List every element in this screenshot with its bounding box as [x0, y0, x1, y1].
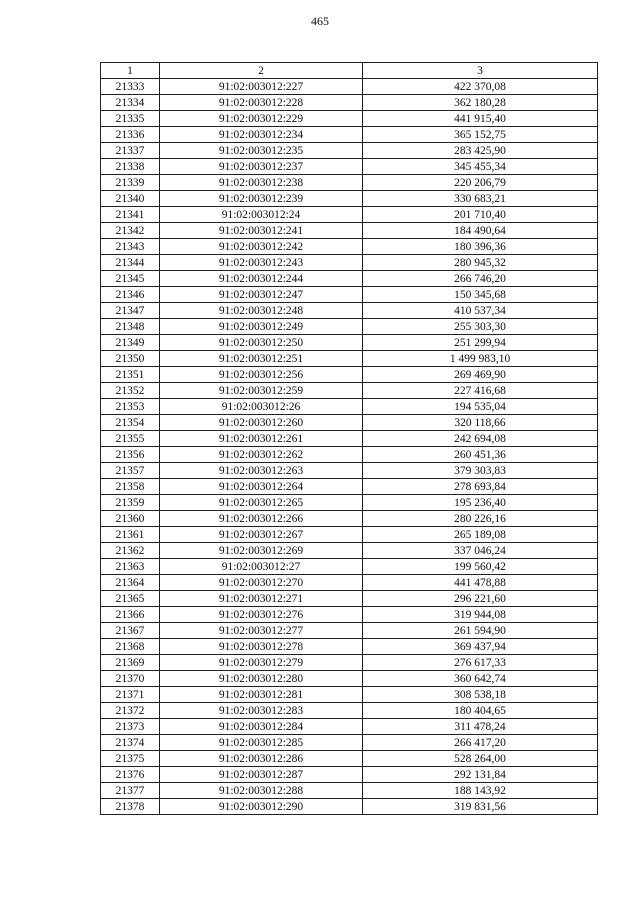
- row-number-cell: 21334: [101, 95, 160, 111]
- cadastral-number-cell: 91:02:003012:238: [160, 175, 363, 191]
- value-cell: 266 417,20: [363, 735, 598, 751]
- table-row: [101, 607, 598, 623]
- cadastral-number-cell: 91:02:003012:265: [160, 495, 363, 511]
- value-cell: 276 617,33: [363, 655, 598, 671]
- value-cell: 280 226,16: [363, 511, 598, 527]
- table-row: [101, 575, 598, 591]
- cadastral-number-cell: 91:02:003012:256: [160, 367, 363, 383]
- header-cell-2: 2: [160, 63, 363, 79]
- value-cell: 188 143,92: [363, 783, 598, 799]
- cadastral-number-cell: 91:02:003012:270: [160, 575, 363, 591]
- data-table: [100, 62, 598, 815]
- value-cell: 296 221,60: [363, 591, 598, 607]
- row-number-cell: 21368: [101, 639, 160, 655]
- value-cell: 319 944,08: [363, 607, 598, 623]
- value-cell: 150 345,68: [363, 287, 598, 303]
- cadastral-number-cell: 91:02:003012:280: [160, 671, 363, 687]
- header-cell-1: 1: [101, 63, 160, 79]
- table-row: [101, 671, 598, 687]
- cadastral-number-cell: 91:02:003012:285: [160, 735, 363, 751]
- row-number-cell: 21344: [101, 255, 160, 271]
- table-row: [101, 543, 598, 559]
- cadastral-number-cell: 91:02:003012:276: [160, 607, 363, 623]
- cadastral-number-cell: 91:02:003012:286: [160, 751, 363, 767]
- cadastral-number-cell: 91:02:003012:261: [160, 431, 363, 447]
- row-number-cell: 21341: [101, 207, 160, 223]
- value-cell: 278 693,84: [363, 479, 598, 495]
- row-number-cell: 21345: [101, 271, 160, 287]
- row-number-cell: 21366: [101, 607, 160, 623]
- value-cell: 311 478,24: [363, 719, 598, 735]
- value-cell: 255 303,30: [363, 319, 598, 335]
- row-number-cell: 21347: [101, 303, 160, 319]
- cadastral-number-cell: 91:02:003012:249: [160, 319, 363, 335]
- page-number: 465: [311, 14, 329, 28]
- table-body: [101, 79, 598, 815]
- value-cell: 337 046,24: [363, 543, 598, 559]
- table-row: [101, 719, 598, 735]
- row-number-cell: 21360: [101, 511, 160, 527]
- table-row: [101, 431, 598, 447]
- cadastral-number-cell: 91:02:003012:250: [160, 335, 363, 351]
- value-cell: 260 451,36: [363, 447, 598, 463]
- cadastral-number-cell: 91:02:003012:24: [160, 207, 363, 223]
- table-row: [101, 95, 598, 111]
- table-header: [101, 63, 598, 79]
- row-number-cell: 21340: [101, 191, 160, 207]
- table-row: [101, 479, 598, 495]
- value-cell: 266 746,20: [363, 271, 598, 287]
- row-number-cell: 21351: [101, 367, 160, 383]
- row-number-cell: 21350: [101, 351, 160, 367]
- table-row: [101, 591, 598, 607]
- cadastral-number-cell: 91:02:003012:277: [160, 623, 363, 639]
- value-cell: 345 455,34: [363, 159, 598, 175]
- row-number-cell: 21367: [101, 623, 160, 639]
- cadastral-number-cell: 91:02:003012:287: [160, 767, 363, 783]
- value-cell: 280 945,32: [363, 255, 598, 271]
- row-number-cell: 21378: [101, 799, 160, 815]
- table-row: [101, 159, 598, 175]
- value-cell: 201 710,40: [363, 207, 598, 223]
- table-row: [101, 127, 598, 143]
- row-number-cell: 21372: [101, 703, 160, 719]
- value-cell: 261 594,90: [363, 623, 598, 639]
- cadastral-number-cell: 91:02:003012:288: [160, 783, 363, 799]
- cadastral-number-cell: 91:02:003012:290: [160, 799, 363, 815]
- cadastral-number-cell: 91:02:003012:239: [160, 191, 363, 207]
- cadastral-number-cell: 91:02:003012:237: [160, 159, 363, 175]
- row-number-cell: 21343: [101, 239, 160, 255]
- table-row: [101, 799, 598, 815]
- row-number-cell: 21357: [101, 463, 160, 479]
- table-row: [101, 415, 598, 431]
- row-number-cell: 21369: [101, 655, 160, 671]
- value-cell: 194 535,04: [363, 399, 598, 415]
- cadastral-number-cell: 91:02:003012:251: [160, 351, 363, 367]
- table-row: [101, 511, 598, 527]
- table-row: [101, 351, 598, 367]
- value-cell: 362 180,28: [363, 95, 598, 111]
- cadastral-number-cell: 91:02:003012:243: [160, 255, 363, 271]
- row-number-cell: 21373: [101, 719, 160, 735]
- cadastral-number-cell: 91:02:003012:247: [160, 287, 363, 303]
- table-row: [101, 207, 598, 223]
- value-cell: 251 299,94: [363, 335, 598, 351]
- table-row: [101, 271, 598, 287]
- row-number-cell: 21335: [101, 111, 160, 127]
- cadastral-number-cell: 91:02:003012:26: [160, 399, 363, 415]
- value-cell: 1 499 983,10: [363, 351, 598, 367]
- cadastral-number-cell: 91:02:003012:242: [160, 239, 363, 255]
- value-cell: 227 416,68: [363, 383, 598, 399]
- cadastral-number-cell: 91:02:003012:260: [160, 415, 363, 431]
- value-cell: 184 490,64: [363, 223, 598, 239]
- table-row: [101, 255, 598, 271]
- value-cell: 199 560,42: [363, 559, 598, 575]
- table-row: [101, 367, 598, 383]
- table-row: [101, 463, 598, 479]
- table-row: [101, 527, 598, 543]
- row-number-cell: 21362: [101, 543, 160, 559]
- row-number-cell: 21337: [101, 143, 160, 159]
- table-row: [101, 687, 598, 703]
- row-number-cell: 21356: [101, 447, 160, 463]
- table-row: [101, 447, 598, 463]
- value-cell: 369 437,94: [363, 639, 598, 655]
- row-number-cell: 21352: [101, 383, 160, 399]
- table-row: [101, 783, 598, 799]
- row-number-cell: 21363: [101, 559, 160, 575]
- row-number-cell: 21346: [101, 287, 160, 303]
- value-cell: 319 831,56: [363, 799, 598, 815]
- value-cell: 360 642,74: [363, 671, 598, 687]
- row-number-cell: 21339: [101, 175, 160, 191]
- cadastral-number-cell: 91:02:003012:228: [160, 95, 363, 111]
- value-cell: 242 694,08: [363, 431, 598, 447]
- row-number-cell: 21365: [101, 591, 160, 607]
- cadastral-number-cell: 91:02:003012:229: [160, 111, 363, 127]
- table-row: [101, 175, 598, 191]
- row-number-cell: 21377: [101, 783, 160, 799]
- cadastral-number-cell: 91:02:003012:263: [160, 463, 363, 479]
- row-number-cell: 21336: [101, 127, 160, 143]
- cadastral-number-cell: 91:02:003012:244: [160, 271, 363, 287]
- row-number-cell: 21374: [101, 735, 160, 751]
- cadastral-number-cell: 91:02:003012:267: [160, 527, 363, 543]
- value-cell: 220 206,79: [363, 175, 598, 191]
- row-number-cell: 21348: [101, 319, 160, 335]
- cadastral-number-cell: 91:02:003012:281: [160, 687, 363, 703]
- value-cell: 180 404,65: [363, 703, 598, 719]
- cadastral-number-cell: 91:02:003012:284: [160, 719, 363, 735]
- table-row: [101, 751, 598, 767]
- cadastral-number-cell: 91:02:003012:279: [160, 655, 363, 671]
- table-row: [101, 287, 598, 303]
- row-number-cell: 21375: [101, 751, 160, 767]
- row-number-cell: 21354: [101, 415, 160, 431]
- value-cell: 320 118,66: [363, 415, 598, 431]
- cadastral-number-cell: 91:02:003012:259: [160, 383, 363, 399]
- header-row: [101, 63, 598, 79]
- table-row: [101, 143, 598, 159]
- value-cell: 330 683,21: [363, 191, 598, 207]
- table-row: [101, 399, 598, 415]
- value-cell: 379 303,83: [363, 463, 598, 479]
- table-row: [101, 223, 598, 239]
- value-cell: 528 264,00: [363, 751, 598, 767]
- value-cell: 441 915,40: [363, 111, 598, 127]
- value-cell: 365 152,75: [363, 127, 598, 143]
- table-row: [101, 735, 598, 751]
- table-row: [101, 319, 598, 335]
- table-row: [101, 623, 598, 639]
- cadastral-number-cell: 91:02:003012:248: [160, 303, 363, 319]
- cadastral-number-cell: 91:02:003012:264: [160, 479, 363, 495]
- table-row: [101, 559, 598, 575]
- value-cell: 265 189,08: [363, 527, 598, 543]
- cadastral-number-cell: 91:02:003012:227: [160, 79, 363, 95]
- cadastral-number-cell: 91:02:003012:241: [160, 223, 363, 239]
- cadastral-number-cell: 91:02:003012:278: [160, 639, 363, 655]
- table-row: [101, 655, 598, 671]
- value-cell: 269 469,90: [363, 367, 598, 383]
- row-number-cell: 21361: [101, 527, 160, 543]
- table-row: [101, 111, 598, 127]
- cadastral-number-cell: 91:02:003012:235: [160, 143, 363, 159]
- table-row: [101, 335, 598, 351]
- value-cell: 422 370,08: [363, 79, 598, 95]
- table-row: [101, 79, 598, 95]
- value-cell: 283 425,90: [363, 143, 598, 159]
- row-number-cell: 21338: [101, 159, 160, 175]
- value-cell: 292 131,84: [363, 767, 598, 783]
- value-cell: 195 236,40: [363, 495, 598, 511]
- cadastral-number-cell: 91:02:003012:262: [160, 447, 363, 463]
- cadastral-number-cell: 91:02:003012:269: [160, 543, 363, 559]
- table-row: [101, 239, 598, 255]
- row-number-cell: 21370: [101, 671, 160, 687]
- table-row: [101, 191, 598, 207]
- value-cell: 308 538,18: [363, 687, 598, 703]
- row-number-cell: 21353: [101, 399, 160, 415]
- table-row: [101, 767, 598, 783]
- row-number-cell: 21376: [101, 767, 160, 783]
- row-number-cell: 21349: [101, 335, 160, 351]
- cadastral-number-cell: 91:02:003012:271: [160, 591, 363, 607]
- row-number-cell: 21359: [101, 495, 160, 511]
- row-number-cell: 21364: [101, 575, 160, 591]
- value-cell: 441 478,88: [363, 575, 598, 591]
- cadastral-number-cell: 91:02:003012:283: [160, 703, 363, 719]
- table-row: [101, 495, 598, 511]
- value-cell: 180 396,36: [363, 239, 598, 255]
- row-number-cell: 21355: [101, 431, 160, 447]
- value-cell: 410 537,34: [363, 303, 598, 319]
- table-row: [101, 303, 598, 319]
- cadastral-number-cell: 91:02:003012:27: [160, 559, 363, 575]
- table-row: [101, 383, 598, 399]
- row-number-cell: 21358: [101, 479, 160, 495]
- table-row: [101, 703, 598, 719]
- table-row: [101, 639, 598, 655]
- header-cell-3: 3: [363, 63, 598, 79]
- cadastral-number-cell: 91:02:003012:234: [160, 127, 363, 143]
- row-number-cell: 21333: [101, 79, 160, 95]
- row-number-cell: 21371: [101, 687, 160, 703]
- cadastral-number-cell: 91:02:003012:266: [160, 511, 363, 527]
- row-number-cell: 21342: [101, 223, 160, 239]
